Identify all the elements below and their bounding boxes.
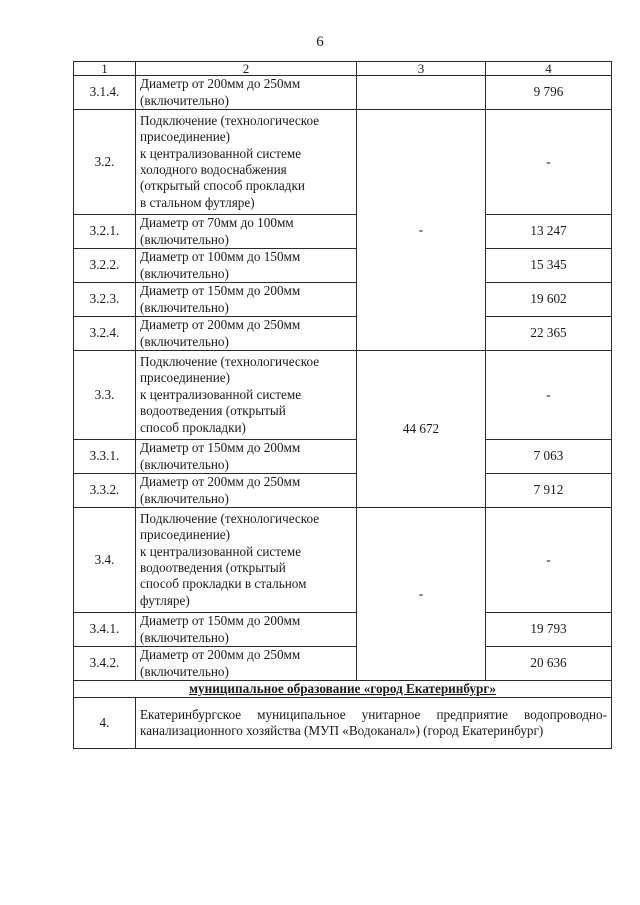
table-row xyxy=(74,351,612,440)
header-col-4: 4 xyxy=(486,62,612,76)
row-number: 3.4.1. xyxy=(74,613,136,647)
row-pipe-rate: 20 636 xyxy=(486,647,612,681)
row-number: 3.2.2. xyxy=(74,249,136,283)
row-connection-rate xyxy=(357,76,486,110)
row-description: Подключение (технологическое присоединение) к централизованной системе холодного водоснабжения (открытый способ прокладки в стальном футляре) xyxy=(136,110,357,215)
row-pipe-rate: - xyxy=(486,508,612,613)
page-number: 6 xyxy=(316,34,324,50)
section-heading: муниципальное образование «город Екатеринбург» xyxy=(74,681,612,698)
row-number: 3.4.2. xyxy=(74,647,136,681)
row-number: 3.2.3. xyxy=(74,283,136,317)
row-number: 3.1.4. xyxy=(74,76,136,110)
row-number: 3.3.1. xyxy=(74,440,136,474)
table-row xyxy=(74,249,612,283)
table-row xyxy=(74,440,612,474)
table-row xyxy=(74,110,612,215)
group-connection-rate: 44 672 xyxy=(357,351,486,508)
row-description: Подключение (технологическое присоединение) к централизованной системе водоотведения (открытый способ прокладки в стальном футляре) xyxy=(136,508,357,613)
table-row xyxy=(74,647,612,681)
row-pipe-rate: 13 247 xyxy=(486,215,612,249)
row-pipe-rate: 19 793 xyxy=(486,613,612,647)
header-col-1: 1 xyxy=(74,62,136,76)
row-description: Диаметр от 70мм до 100мм (включительно) xyxy=(136,215,357,249)
table-row xyxy=(74,76,612,110)
group-connection-rate: - xyxy=(357,110,486,351)
row-pipe-rate: - xyxy=(486,110,612,215)
group-connection-rate: - xyxy=(357,508,486,681)
row-description: Диаметр от 150мм до 200мм (включительно) xyxy=(136,283,357,317)
table-row xyxy=(74,508,612,613)
tariff-table xyxy=(73,61,612,749)
row-description: Диаметр от 150мм до 200мм (включительно) xyxy=(136,440,357,474)
table-row xyxy=(74,317,612,351)
header-col-3: 3 xyxy=(357,62,486,76)
row-number: 4. xyxy=(74,698,136,749)
row-number: 3.2.1. xyxy=(74,215,136,249)
row-description: Диаметр от 200мм до 250мм (включительно) xyxy=(136,474,357,508)
row-pipe-rate: 7 912 xyxy=(486,474,612,508)
row-pipe-rate: 19 602 xyxy=(486,283,612,317)
row-description: Диаметр от 200мм до 250мм (включительно) xyxy=(136,317,357,351)
organization-row xyxy=(74,698,612,749)
section-heading-row xyxy=(74,681,612,698)
row-number: 3.3. xyxy=(74,351,136,440)
row-description: Диаметр от 200мм до 250мм (включительно) xyxy=(136,647,357,681)
row-number: 3.4. xyxy=(74,508,136,613)
row-description: Диаметр от 200мм до 250мм (включительно) xyxy=(136,76,357,110)
row-number: 3.2. xyxy=(74,110,136,215)
row-pipe-rate: 15 345 xyxy=(486,249,612,283)
row-description: Диаметр от 150мм до 200мм (включительно) xyxy=(136,613,357,647)
table-row xyxy=(74,474,612,508)
table-row xyxy=(74,613,612,647)
table-row xyxy=(74,283,612,317)
header-row xyxy=(74,62,612,76)
row-description: Подключение (технологическое присоединение) к централизованной системе водоотведения (открытый способ прокладки) xyxy=(136,351,357,440)
header-col-2: 2 xyxy=(136,62,357,76)
row-pipe-rate: 9 796 xyxy=(486,76,612,110)
row-number: 3.2.4. xyxy=(74,317,136,351)
row-number: 3.3.2. xyxy=(74,474,136,508)
row-description: Диаметр от 100мм до 150мм (включительно) xyxy=(136,249,357,283)
row-pipe-rate: - xyxy=(486,351,612,440)
table-row xyxy=(74,215,612,249)
organization-name: Екатеринбургское муниципальное унитарное предприятие водопроводно-канализационного хозяйства (МУП «Водоканал») (город Екатеринбург) xyxy=(136,698,612,749)
row-pipe-rate: 22 365 xyxy=(486,317,612,351)
row-pipe-rate: 7 063 xyxy=(486,440,612,474)
